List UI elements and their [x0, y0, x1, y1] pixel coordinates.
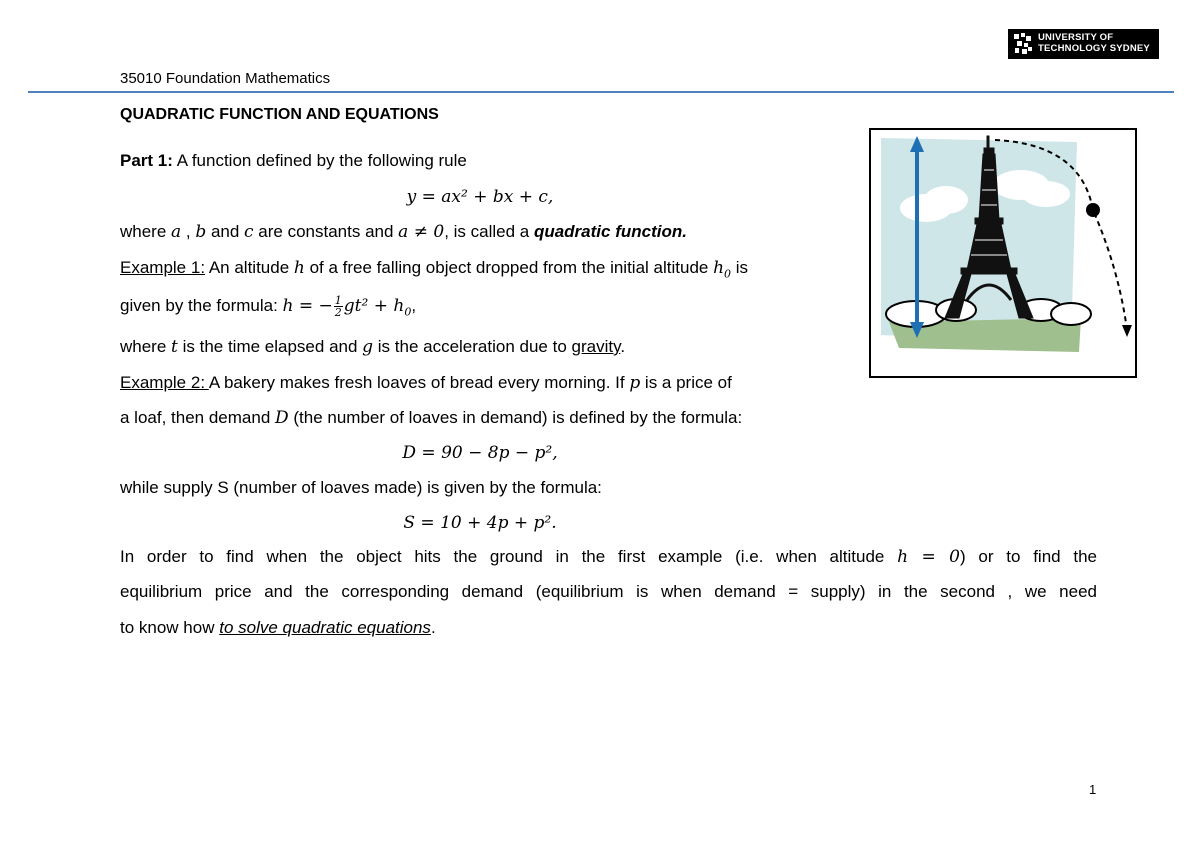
term-quadratic-function: quadratic function.	[533, 222, 687, 241]
logo-line-1: UNIVERSITY OF	[1038, 32, 1114, 43]
fraction-half	[334, 295, 343, 318]
example2-line2a: a loaf, then demand	[120, 408, 276, 427]
eiffel-tower-illustration	[871, 130, 1135, 376]
supply-text: while supply S (number of loaves made) is given by the formula:	[120, 478, 602, 497]
formula-subscript: 0	[404, 305, 412, 319]
conclusion-h-zero: h = 0	[897, 547, 960, 567]
conclusion-line1	[120, 547, 1097, 567]
supply-formula: S = 10 + 4p + p².	[403, 513, 557, 533]
example1-where-line	[120, 337, 625, 357]
formula-rest: gt² + h	[343, 295, 405, 316]
text-and: and	[206, 222, 245, 241]
header-divider	[28, 91, 1174, 93]
example1-line1	[120, 258, 748, 280]
text-comma: ,	[181, 222, 196, 241]
eiffel-tower-figure	[869, 128, 1137, 378]
part1-intro	[120, 151, 467, 171]
example2-text2: is a price of	[640, 373, 732, 392]
quadratic-formula: y = ax² + bx + c,	[406, 187, 554, 207]
example1-text1: An altitude	[205, 258, 294, 277]
logo-line-2: TECHNOLOGY SYDNEY	[1038, 43, 1150, 54]
conclusion-line3b: .	[430, 618, 436, 637]
where-text1: where	[120, 337, 172, 356]
conclusion-line3a: to know how	[120, 618, 220, 637]
example1-text3: is	[731, 258, 749, 277]
text-where: where	[120, 222, 172, 241]
var-c: c	[244, 222, 254, 242]
example1-text2: of a free falling object dropped from the initial altitude	[304, 258, 714, 277]
condition-a-nonzero: a ≠ 0	[398, 222, 445, 242]
example2-line2b: (the number of loaves in demand) is defined by the formula:	[288, 408, 743, 427]
uts-crest-icon	[1012, 32, 1034, 56]
page-number: 1	[1089, 782, 1097, 797]
example2-line2	[120, 408, 742, 428]
conclusion-line1a: In order to find when the object hits the ground in the first example (i.e. when altitude	[120, 547, 898, 566]
course-title: 35010 Foundation Mathematics	[120, 70, 331, 87]
text-constants: are constants and	[253, 222, 399, 241]
formula-end: ,	[411, 295, 417, 315]
example2-text1: A bakery makes fresh loaves of bread every morning. If	[208, 373, 630, 392]
example1-label: Example 1:	[120, 258, 206, 277]
fraction-denominator: 2	[334, 306, 342, 319]
gravity-link[interactable]: gravity	[571, 337, 621, 356]
var-h: h	[293, 258, 305, 278]
example2-line1	[120, 373, 732, 393]
var-t: t	[171, 337, 178, 357]
var-a: a	[171, 222, 182, 242]
solve-quadratic-link[interactable]: to solve quadratic equations	[219, 618, 431, 637]
fraction-numerator: 1	[334, 294, 342, 307]
where-text3: is the acceleration due to	[373, 337, 572, 356]
example2-label: Example 2:	[120, 373, 209, 392]
var-h0-subscript: 0	[724, 267, 732, 281]
formula-h-part: h = −	[282, 295, 333, 316]
part1-text: A function defined by the following rule	[172, 151, 467, 170]
conclusion-line2: equilibrium price and the corresponding demand (equilibrium is when demand = supply) in the second , we need	[120, 582, 1097, 601]
conclusion-line3	[120, 618, 436, 638]
period: .	[620, 337, 626, 356]
uts-logo	[1008, 29, 1159, 59]
part1-definition	[120, 222, 687, 242]
demand-formula: D = 90 − 8p − p²,	[402, 443, 558, 463]
example1-formula-line	[120, 295, 416, 318]
var-h0: h	[713, 258, 725, 278]
where-text2: is the time elapsed and	[177, 337, 363, 356]
page-title: QUADRATIC FUNCTION AND EQUATIONS	[120, 106, 439, 123]
conclusion-line1b: ) or to find the	[960, 547, 1097, 566]
var-b: b	[195, 222, 207, 242]
text-called: , is called a	[444, 222, 534, 241]
var-g: g	[362, 337, 374, 357]
var-p: p	[629, 373, 641, 393]
formula-intro: given by the formula:	[120, 295, 283, 315]
var-D: D	[275, 408, 289, 428]
part1-label: Part 1:	[120, 151, 173, 170]
